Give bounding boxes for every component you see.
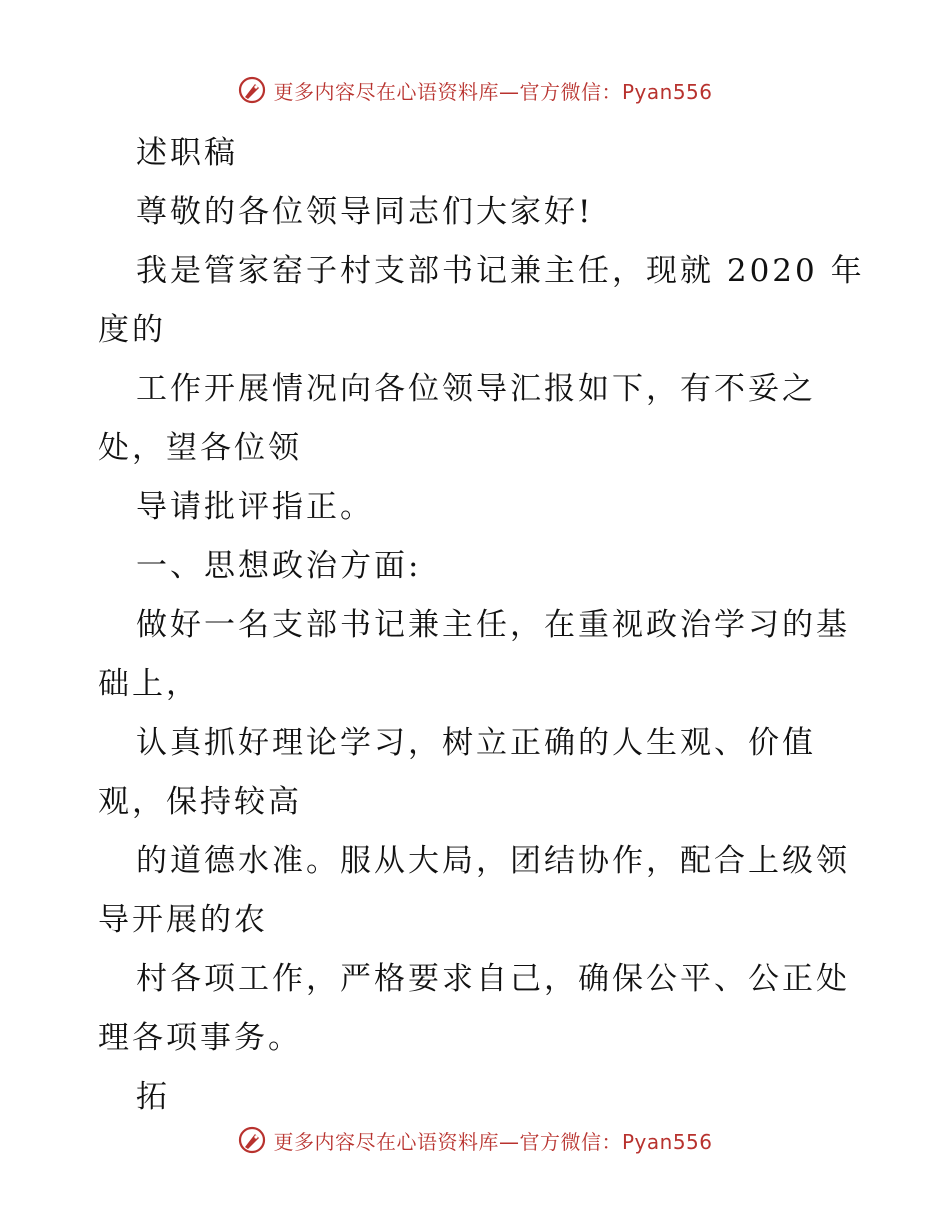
doc-line: 认真抓好理论学习，树立正确的人生观、价值 [136, 725, 816, 761]
doc-line: 工作开展情况向各位领导汇报如下，有不妥之 [136, 371, 816, 407]
doc-line: 理各项事务。 [98, 1020, 302, 1056]
pen-nib-logo-icon [237, 75, 267, 105]
doc-line: 我是管家窑子村支部书记兼主任，现就 2020 年 [136, 253, 865, 289]
watermark-text: 更多内容尽在心语资料库—官方微信：Pyan556 [273, 79, 713, 104]
doc-line: 拓 [136, 1079, 170, 1115]
document-body [98, 124, 865, 1127]
doc-line: 的道德水准。服从大局，团结协作，配合上级领 [136, 843, 850, 879]
doc-line: 一、思想政治方面: [136, 548, 422, 584]
doc-line: 处，望各位领 [98, 430, 302, 466]
doc-line: 度的 [98, 312, 166, 348]
watermark-banner-top [0, 70, 950, 110]
watermark-text: 更多内容尽在心语资料库—官方微信：Pyan556 [273, 1129, 713, 1154]
wechat-id: Pyan556 [621, 79, 713, 104]
doc-line: 述职稿 [136, 135, 238, 171]
doc-line: 尊敬的各位领导同志们大家好! [136, 194, 594, 230]
watermark-banner-bottom [0, 1120, 950, 1160]
wechat-id: Pyan556 [621, 1129, 713, 1154]
pen-nib-logo-icon [237, 1125, 267, 1155]
doc-line: 础上， [98, 666, 200, 702]
doc-line: 做好一名支部书记兼主任，在重视政治学习的基 [136, 607, 850, 643]
doc-line: 导请批评指正。 [136, 489, 374, 525]
doc-line: 导开展的农 [98, 902, 268, 938]
doc-line: 村各项工作，严格要求自己，确保公平、公正处 [136, 961, 850, 997]
doc-line: 观，保持较高 [98, 784, 302, 820]
